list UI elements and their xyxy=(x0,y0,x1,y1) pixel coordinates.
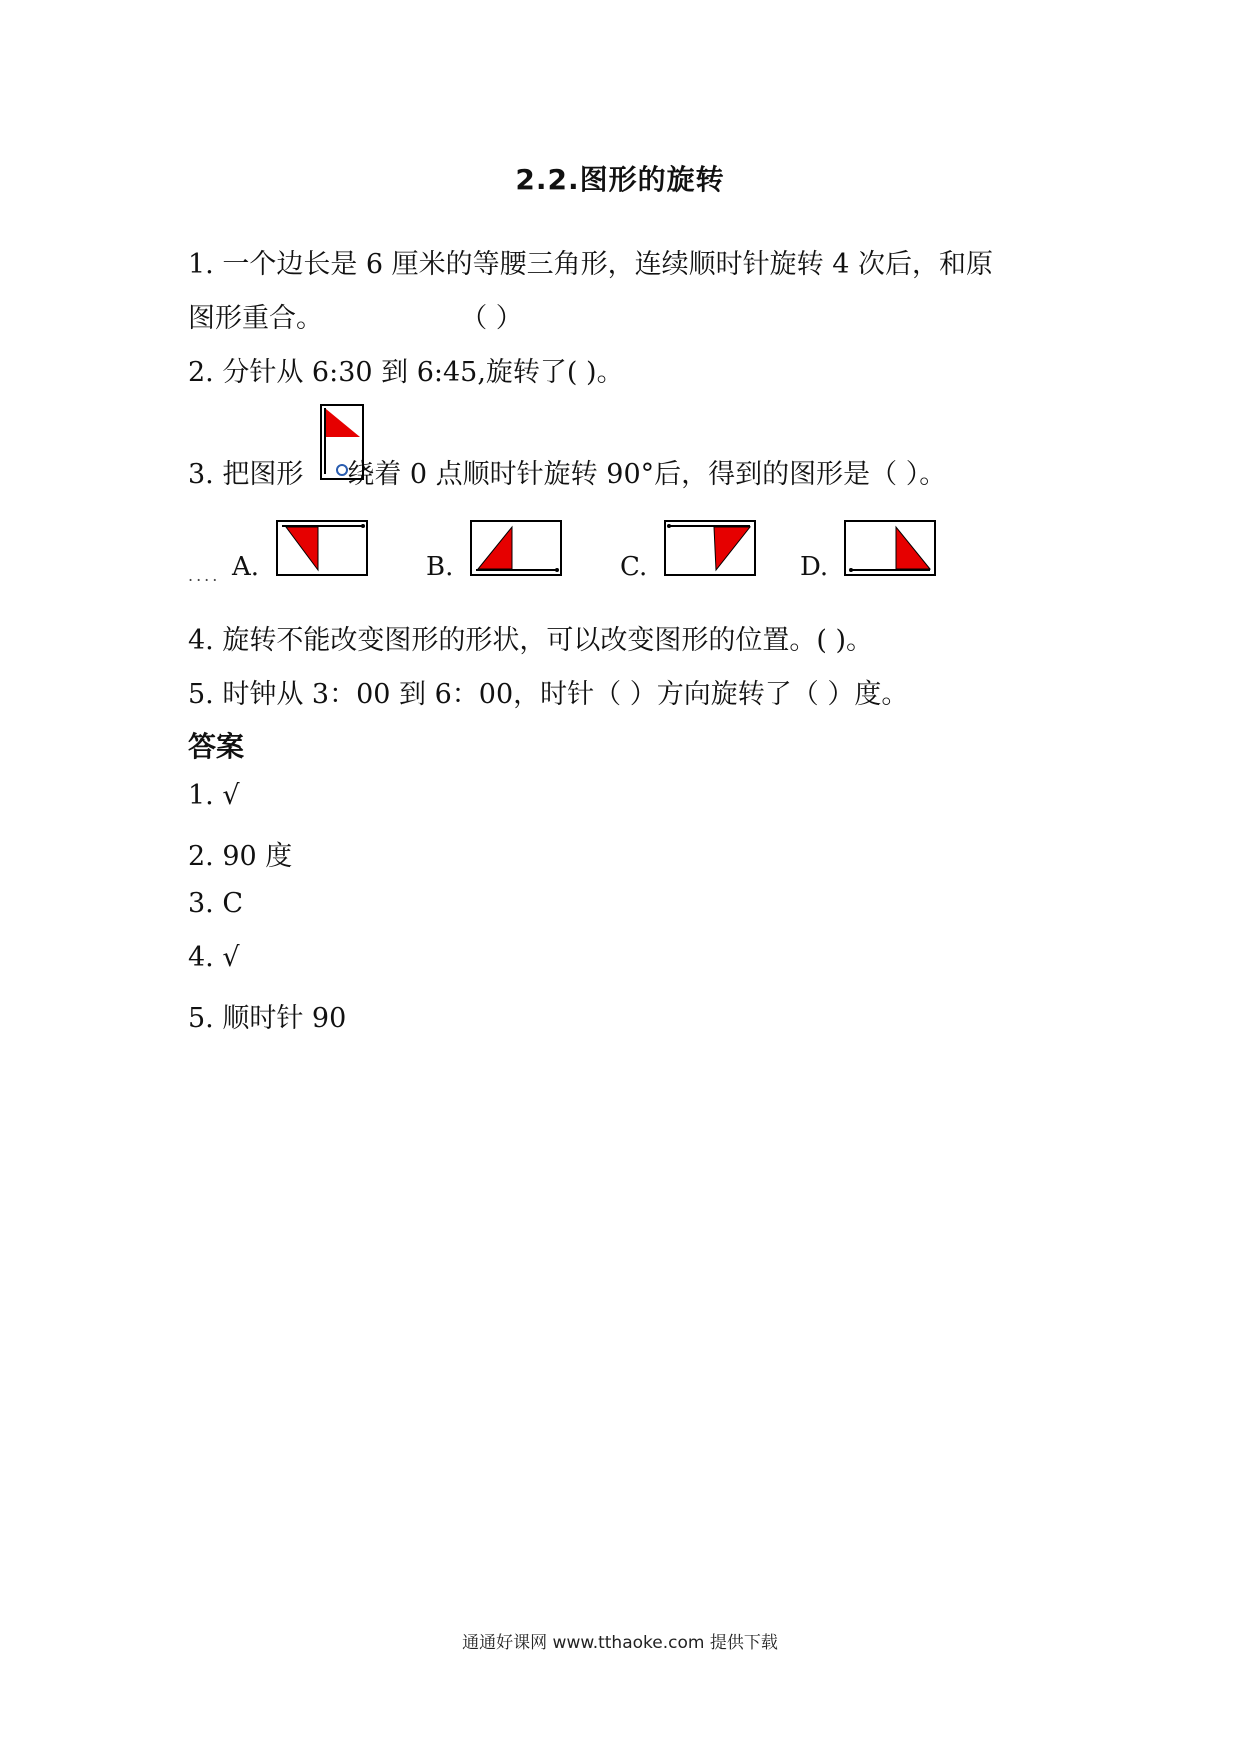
question-3 xyxy=(188,452,946,491)
answer-2: 2. 90 度 xyxy=(188,841,293,872)
question-4: 4. 旋转不能改变图形的形状，可以改变图形的位置。( )。 xyxy=(188,625,873,656)
option-a-label: A. xyxy=(232,552,260,582)
question-1-text: 图形重合。 xyxy=(188,303,323,334)
option-d-figure xyxy=(844,520,936,576)
leading-dots: .... xyxy=(188,566,221,585)
question-3-text-after: 绕着 0 点顺时针旋转 90°后，得到的图形是（ ）。 xyxy=(347,459,947,490)
option-b-label: B. xyxy=(426,552,454,582)
footer-watermark: 通通好课网 www.tthaoke.com 提供下载 xyxy=(462,1633,778,1653)
original-flag-figure xyxy=(320,404,364,480)
option-a-figure xyxy=(276,520,368,576)
question-1-line-1: 1. 一个边长是 6 厘米的等腰三角形，连续顺时针旋转 4 次后，和原 xyxy=(188,249,994,280)
answers-heading: 答案 xyxy=(188,730,245,763)
page-title: 2.2.图形的旋转 xyxy=(515,163,725,196)
question-3-text-before: 3. 把图形 xyxy=(188,459,304,490)
answer-1: 1. √ xyxy=(188,780,240,811)
answer-4: 4. √ xyxy=(188,942,240,973)
option-d-label: D. xyxy=(800,552,829,582)
answer-3: 3. C xyxy=(188,888,244,919)
option-c-figure xyxy=(664,520,756,576)
question-2: 2. 分针从 6:30 到 6:45,旋转了( )。 xyxy=(188,357,624,388)
question-1-line-2 xyxy=(188,296,523,335)
option-b-figure xyxy=(470,520,562,576)
question-1-answer-blank: （ ） xyxy=(460,303,523,334)
question-5: 5. 时钟从 3：00 到 6：00，时针（ ）方向旋转了（ ）度。 xyxy=(188,679,909,710)
option-c-label: C. xyxy=(620,552,648,582)
answer-5: 5. 顺时针 90 xyxy=(188,1003,347,1034)
